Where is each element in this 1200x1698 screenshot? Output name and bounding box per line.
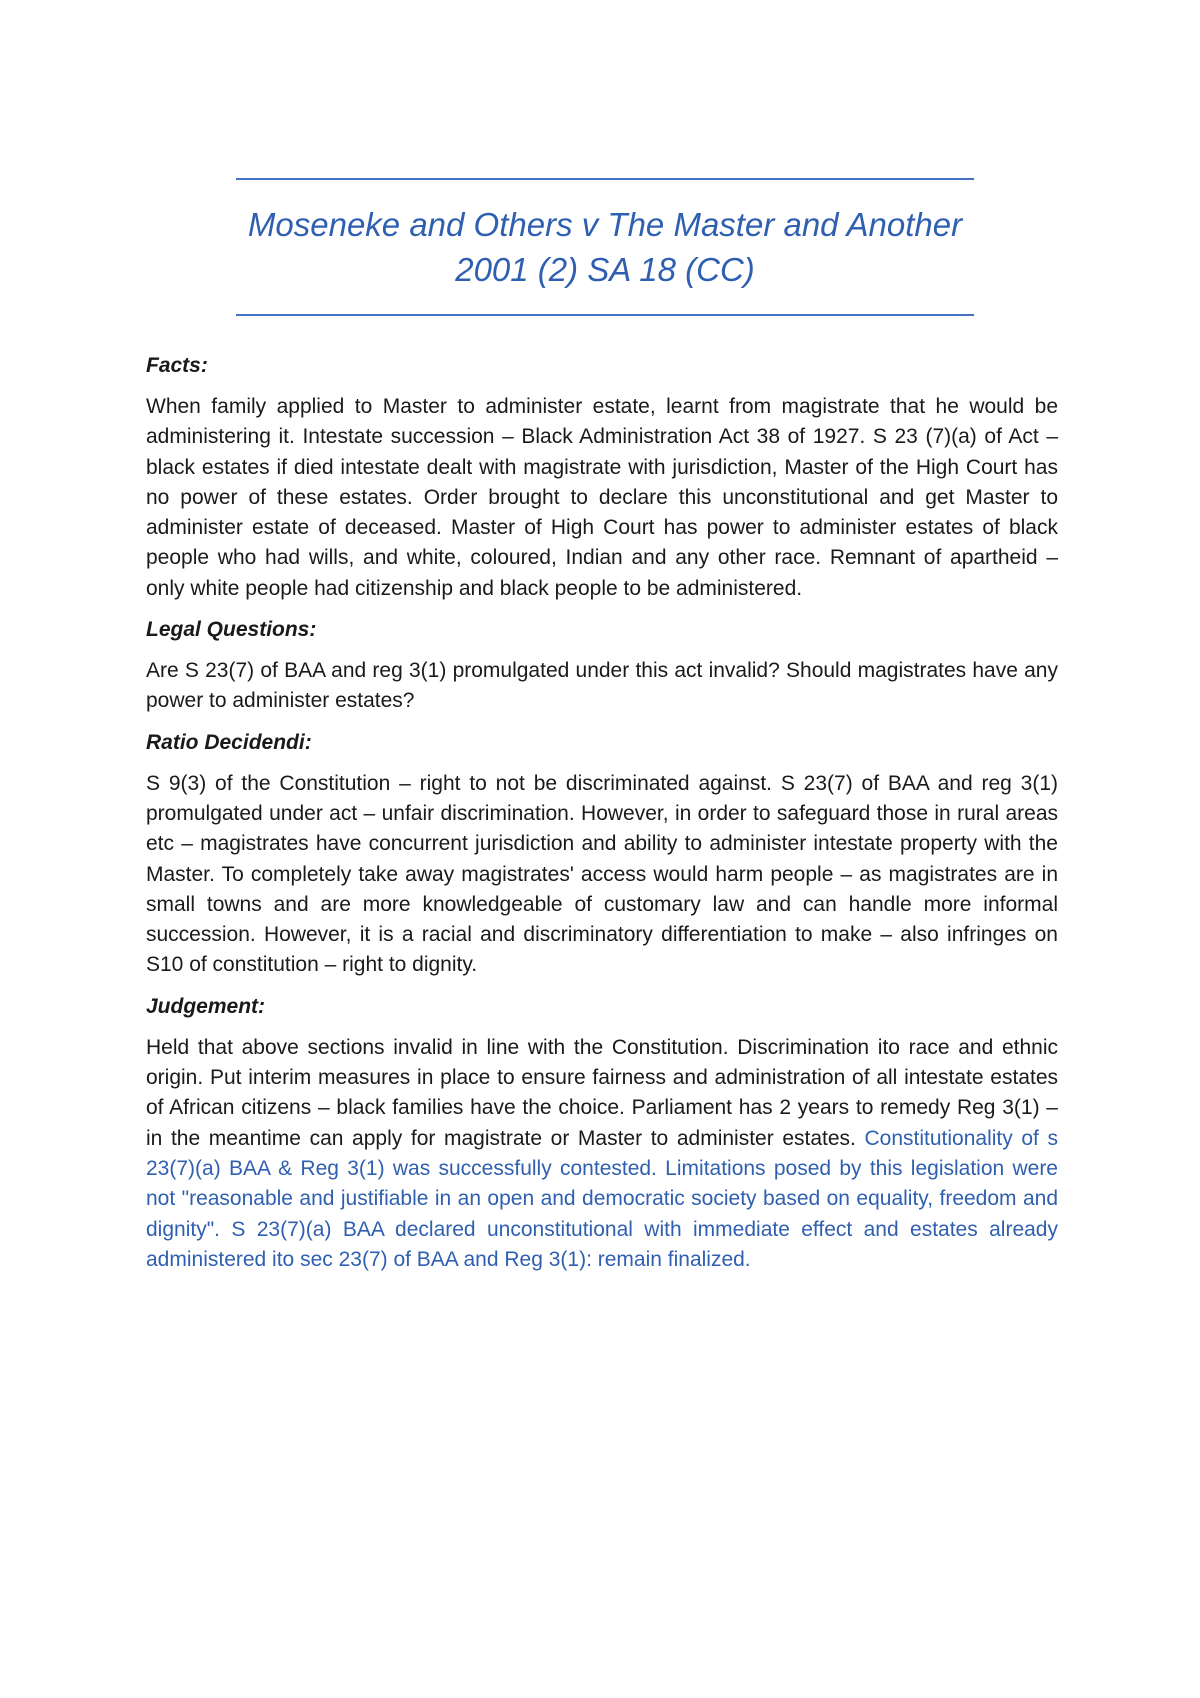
facts-section	[146, 352, 1058, 604]
ratio-decidendi-paragraph: S 9(3) of the Constitution – right to not be discriminated against. S 23(7) of BAA and reg 3(1) promulgated under act – unfair discrimination. However, in order to safeguard those in rural areas etc – magistrates have concurrent jurisdiction and ability to administer intestate property with the Master. To completely take away magistrates' access would harm people – as magistrates are in small towns and are more knowledgeable of customary law and can handle more informal succession. However, it is a racial and discriminatory differentiation to make – also infringes on S10 of constitution – right to dignity.	[146, 771, 1058, 977]
legal-questions-section	[146, 616, 1058, 717]
ratio-decidendi-heading: Ratio Decidendi:	[146, 730, 312, 754]
ratio-decidendi-section	[146, 729, 1058, 981]
judgement-text: Held that above sections invalid in line with the Constitution. Discrimination ito race and ethnic origin. Put interim measures in place to ensure fairness and administration of all intestate estates of African citizens – black families have the choice. Parliament has 2 years to remedy Reg 3(1) – in the meantime can apply for magistrate or Master to administer estates.	[146, 1035, 1058, 1150]
title-block	[236, 178, 974, 316]
judgement-highlight-text: Constitutionality of s 23(7)(a) BAA & Reg 3(1) was successfully contested. Limitations posed by this legislation were not "reasonable and justifiable in an open and democratic society based on equality, freedom and dignity". S 23(7)(a) BAA declared unconstitutional with immediate effect and estates already administered ito sec 23(7) of BAA and Reg 3(1): remain finalized.	[146, 1126, 1058, 1271]
judgement-paragraph	[146, 1033, 1058, 1275]
document-title: Moseneke and Others v The Master and Another 2001 (2) SA 18 (CC)	[247, 206, 963, 288]
legal-questions-paragraph: Are S 23(7) of BAA and reg 3(1) promulgated under this act invalid? Should magistrates have any power to administer estates?	[146, 659, 1058, 713]
facts-heading: Facts:	[146, 354, 208, 377]
judgement-section	[146, 993, 1058, 1275]
document-body	[146, 352, 1058, 1287]
facts-paragraph: When family applied to Master to administer estate, learnt from magistrate that he would be administering it. Intestate succession – Black Administration Act 38 of 1927. S 23 (7)(a) of Act – black estates if died intestate dealt with magistrate with jurisdiction, Master of the High Court has no power of these estates. Order brought to declare this unconstitutional and get Master to administer estate of deceased. Master of High Court has power to administer estates of black people who had wills, and white, coloured, Indian and any other race. Remnant of apartheid – only white people had citizenship and black people to be administered.	[146, 395, 1058, 600]
title-bottom-rule	[236, 314, 974, 316]
judgement-heading: Judgement:	[146, 994, 266, 1018]
legal-questions-heading: Legal Questions:	[146, 618, 317, 642]
